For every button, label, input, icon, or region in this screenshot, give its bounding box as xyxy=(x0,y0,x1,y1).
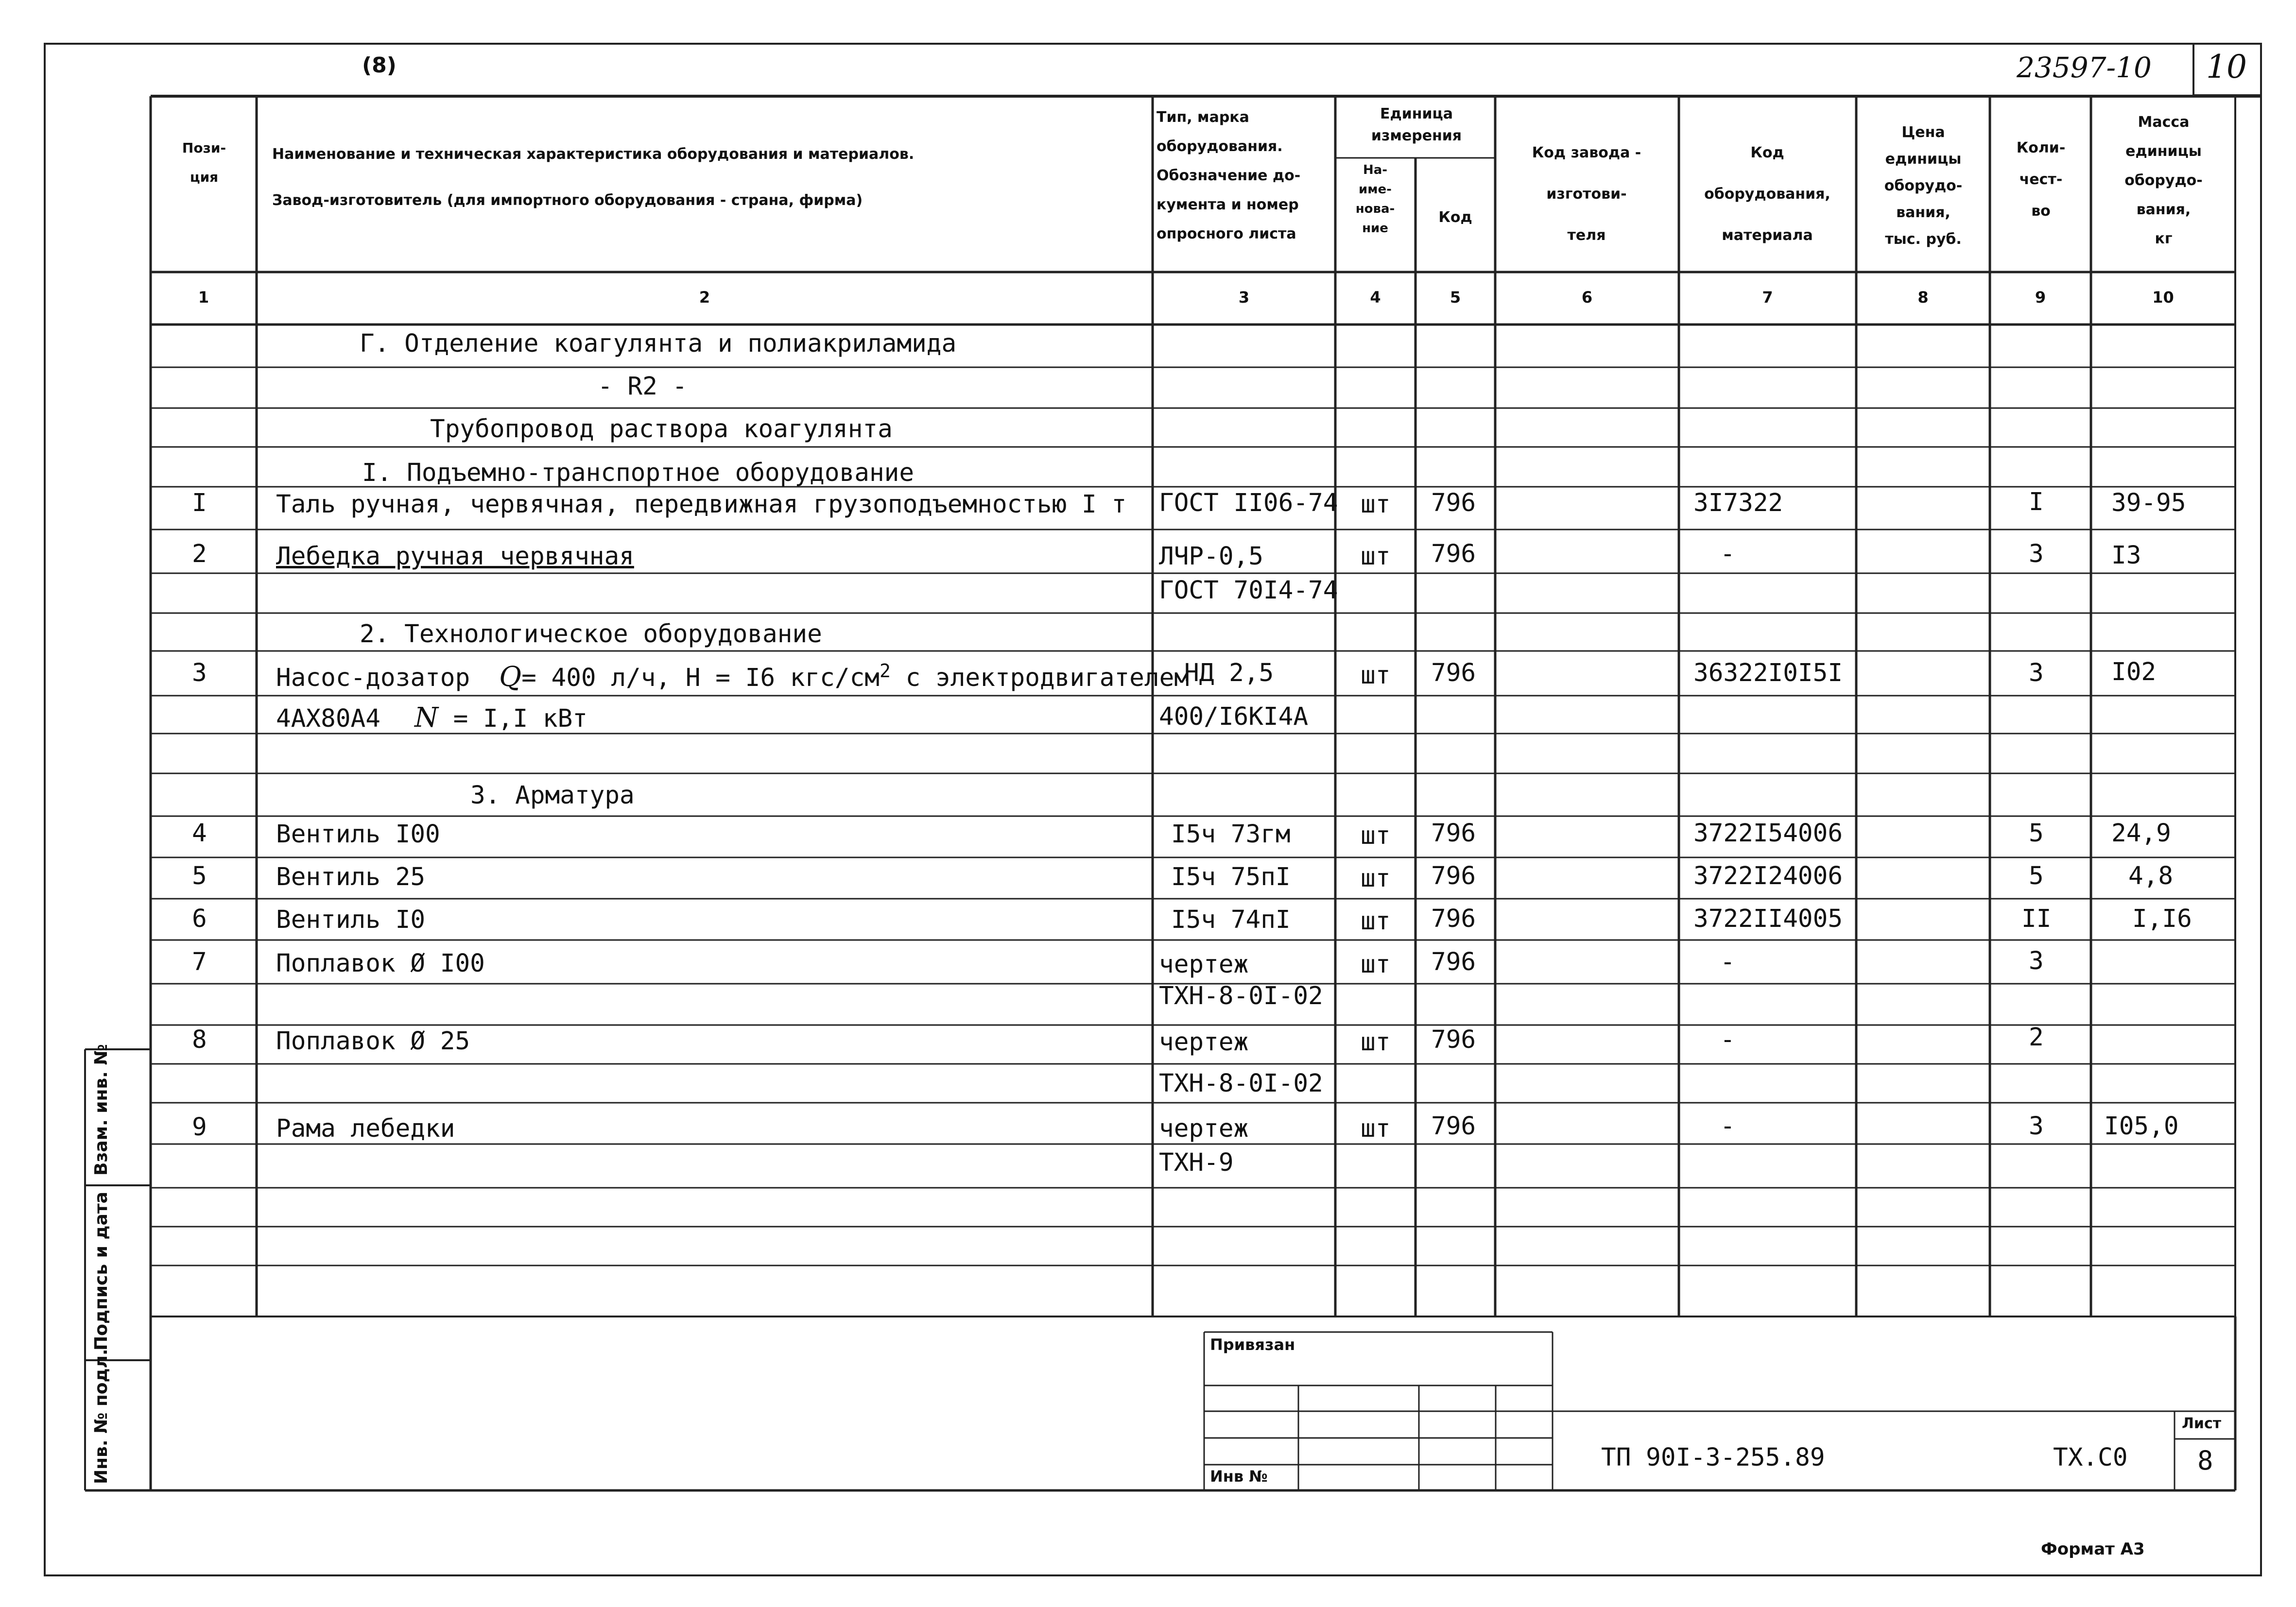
row-9-position: 9 xyxy=(192,1113,207,1142)
row-2-code: 796 xyxy=(1431,540,1476,568)
row-5-equipment-code: 3722I24006 xyxy=(1693,862,1843,890)
row-7-unit: шт xyxy=(1361,950,1391,979)
row-3-name xyxy=(276,662,1189,691)
row-1-mass: 39-95 xyxy=(2111,489,2186,517)
column-number-7: 7 xyxy=(1762,288,1773,307)
row-8-quantity: 2 xyxy=(2029,1023,2044,1052)
column-number-4: 4 xyxy=(1370,288,1381,307)
row-3-power: = I,I кВт xyxy=(453,704,587,733)
document-mark: ТХ.С0 xyxy=(2053,1443,2128,1472)
header-type: Тип, марка оборудования. Обозначение до- кумента и номер опросного листа xyxy=(1157,109,1301,242)
column-number-6: 6 xyxy=(1581,288,1593,307)
row-1-unit: шт xyxy=(1361,490,1391,519)
row-3-superscript: 2 xyxy=(880,660,891,682)
row-2-quantity: 3 xyxy=(2029,540,2044,568)
group-title-1: I. Подъемно-транспортное оборудование xyxy=(362,459,915,487)
row-7-equipment-code: - xyxy=(1720,948,1735,976)
row-3-mass: I02 xyxy=(2111,658,2157,686)
row-6-mass: I,I6 xyxy=(2132,905,2192,933)
header-quantity: Коли- чест- во xyxy=(2016,139,2066,220)
header-price: Цена единицы оборудо- вания, тыс. руб. xyxy=(1884,124,1963,248)
row-5-quantity: 5 xyxy=(2029,862,2044,890)
stamp-linked-label: Привязан xyxy=(1210,1335,1295,1354)
stamp-inventory-label: Инв № xyxy=(1210,1467,1268,1486)
row-3-code: 796 xyxy=(1431,659,1476,687)
row-2-name: Лебедка ручная червячная xyxy=(276,542,634,571)
row-3-unit: шт xyxy=(1361,661,1391,690)
row-3-name-line2 xyxy=(276,704,587,732)
row-9-unit: шт xyxy=(1361,1114,1391,1143)
row-2-position: 2 xyxy=(192,540,207,568)
row-6-quantity: II xyxy=(2021,905,2052,933)
subsection-code: - R2 - xyxy=(598,372,688,401)
row-3-equipment-code: 36322I0I5I xyxy=(1693,659,1843,687)
row-6-name: Вентиль I0 xyxy=(276,906,426,934)
page-number-handwritten: 10 xyxy=(2206,48,2247,85)
row-3-type: НД 2,5 xyxy=(1184,659,1274,687)
row-7-quantity: 3 xyxy=(2029,947,2044,975)
header-equipment-code: Код оборудования, материала xyxy=(1704,144,1830,244)
row-1-type: ГОСТ II06-74 xyxy=(1159,489,1338,517)
column-number-2: 2 xyxy=(699,288,710,307)
row-5-code: 796 xyxy=(1431,862,1476,890)
row-1-name: Таль ручная, червячная, передвижная грузоподъемностью I т xyxy=(276,490,1127,519)
row-2-standard: ГОСТ 70I4-74 xyxy=(1159,576,1338,605)
group-title-2: 2. Технологическое оборудование xyxy=(360,620,822,649)
row-4-unit: шт xyxy=(1361,821,1391,850)
row-7-code: 796 xyxy=(1431,948,1476,976)
row-6-type: I5ч 74пI xyxy=(1171,906,1291,934)
row-6-equipment-code: 3722II4005 xyxy=(1693,905,1843,933)
row-8-drawing-number: ТХН-8-0I-02 xyxy=(1159,1069,1323,1098)
header-manufacturer-code: Код завода - изготови- теля xyxy=(1532,144,1641,244)
row-7-type: чертеж xyxy=(1159,950,1249,979)
row-4-code: 796 xyxy=(1431,819,1476,848)
row-5-name: Вентиль 25 xyxy=(276,863,426,891)
row-6-unit: шт xyxy=(1361,907,1391,936)
row-5-type: I5ч 75пI xyxy=(1171,863,1291,891)
row-5-unit: шт xyxy=(1361,864,1391,893)
side-label-original-inventory: Инв. № подл. xyxy=(91,1349,111,1484)
paper-format: Формат А3 xyxy=(2041,1539,2145,1559)
side-label-signature-date: Подпись и дата xyxy=(91,1192,111,1351)
section-title: Г. Отделение коагулянта и полиакриламида xyxy=(360,329,957,358)
row-8-code: 796 xyxy=(1431,1026,1476,1054)
row-9-drawing-number: ТХН-9 xyxy=(1159,1148,1234,1177)
row-7-position: 7 xyxy=(192,948,207,976)
document-designation: ТП 90I-3-255.89 xyxy=(1601,1443,1825,1472)
row-9-code: 796 xyxy=(1431,1112,1476,1141)
row-4-name: Вентиль I00 xyxy=(276,820,440,849)
row-8-name: Поплавок Ø 25 xyxy=(276,1027,470,1056)
group-title-3: 3. Арматура xyxy=(470,781,635,810)
row-3-type-line2: 400/I6KI4A xyxy=(1159,702,1309,731)
row-8-unit: шт xyxy=(1361,1028,1391,1057)
row-9-quantity: 3 xyxy=(2029,1112,2044,1141)
pipeline-title: Трубопровод раствора коагулянта xyxy=(430,415,893,444)
side-label-replacement-inventory: Взам. инв. № xyxy=(91,1044,111,1176)
row-4-mass: 24,9 xyxy=(2111,819,2171,848)
row-1-equipment-code: 3I7322 xyxy=(1693,489,1783,517)
row-4-type: I5ч 73гм xyxy=(1171,820,1291,849)
row-3-motor: 4АХ80А4 xyxy=(276,704,380,733)
row-3-quantity: 3 xyxy=(2029,659,2044,687)
row-3-flow-symbol: Q xyxy=(499,661,522,693)
row-8-position: 8 xyxy=(192,1026,207,1054)
header-unit-code: Код xyxy=(1438,209,1472,226)
row-2-unit: шт xyxy=(1361,542,1391,571)
row-2-equipment-code: - xyxy=(1720,540,1735,568)
row-3-position: 3 xyxy=(192,659,207,687)
row-9-mass: I05,0 xyxy=(2104,1112,2179,1141)
sheet-label: (8) xyxy=(362,53,397,78)
row-1-code: 796 xyxy=(1431,489,1476,517)
row-1-position: I xyxy=(192,489,207,517)
row-5-position: 5 xyxy=(192,862,207,890)
column-number-1: 1 xyxy=(198,288,209,307)
row-3-name-d: с электродвигателем xyxy=(890,664,1189,692)
row-3-name-a: Насос-дозатор xyxy=(276,664,470,692)
row-7-drawing-number: ТХН-8-0I-02 xyxy=(1159,982,1323,1010)
row-6-position: 6 xyxy=(192,905,207,933)
row-4-equipment-code: 3722I54006 xyxy=(1693,819,1843,848)
row-9-type: чертеж xyxy=(1159,1114,1249,1143)
row-9-equipment-code: - xyxy=(1720,1112,1735,1141)
row-4-quantity: 5 xyxy=(2029,819,2044,848)
row-3-name-c: = 400 л/ч, Н = I6 кгс/см xyxy=(521,664,880,692)
sheet-number: 8 xyxy=(2197,1445,2213,1476)
header-position: Пози- ция xyxy=(182,140,226,185)
column-number-8: 8 xyxy=(1917,288,1929,307)
row-4-position: 4 xyxy=(192,819,207,848)
column-number-5: 5 xyxy=(1450,288,1461,307)
row-8-equipment-code: - xyxy=(1720,1026,1735,1054)
header-unit-name: На- име- нова- ние xyxy=(1355,163,1395,236)
row-1-quantity: I xyxy=(2029,488,2044,516)
header-unit: Единица измерения xyxy=(1371,105,1462,144)
row-6-code: 796 xyxy=(1431,905,1476,933)
row-2-type: ЛЧР-0,5 xyxy=(1159,542,1263,571)
row-3-power-symbol: N xyxy=(414,702,438,734)
header-mass: Масса единицы оборудо- вания, кг xyxy=(2124,114,2203,247)
row-8-type: чертеж xyxy=(1159,1028,1249,1057)
column-number-9: 9 xyxy=(2035,288,2046,307)
sheet-label-stamp: Лист xyxy=(2182,1415,2222,1432)
header-name: Наименование и техническая характеристика оборудования и материалов. Завод-изготовитель (для импортного оборудования - страна, фирма) xyxy=(272,146,915,209)
column-number-10: 10 xyxy=(2152,288,2174,307)
column-number-3: 3 xyxy=(1238,288,1250,307)
row-9-name: Рама лебедки xyxy=(276,1114,455,1143)
inventory-number-handwritten: 23597-10 xyxy=(2017,51,2152,84)
row-2-mass: I3 xyxy=(2111,541,2141,570)
row-7-name: Поплавок Ø I00 xyxy=(276,949,485,978)
row-5-mass: 4,8 xyxy=(2128,862,2174,890)
